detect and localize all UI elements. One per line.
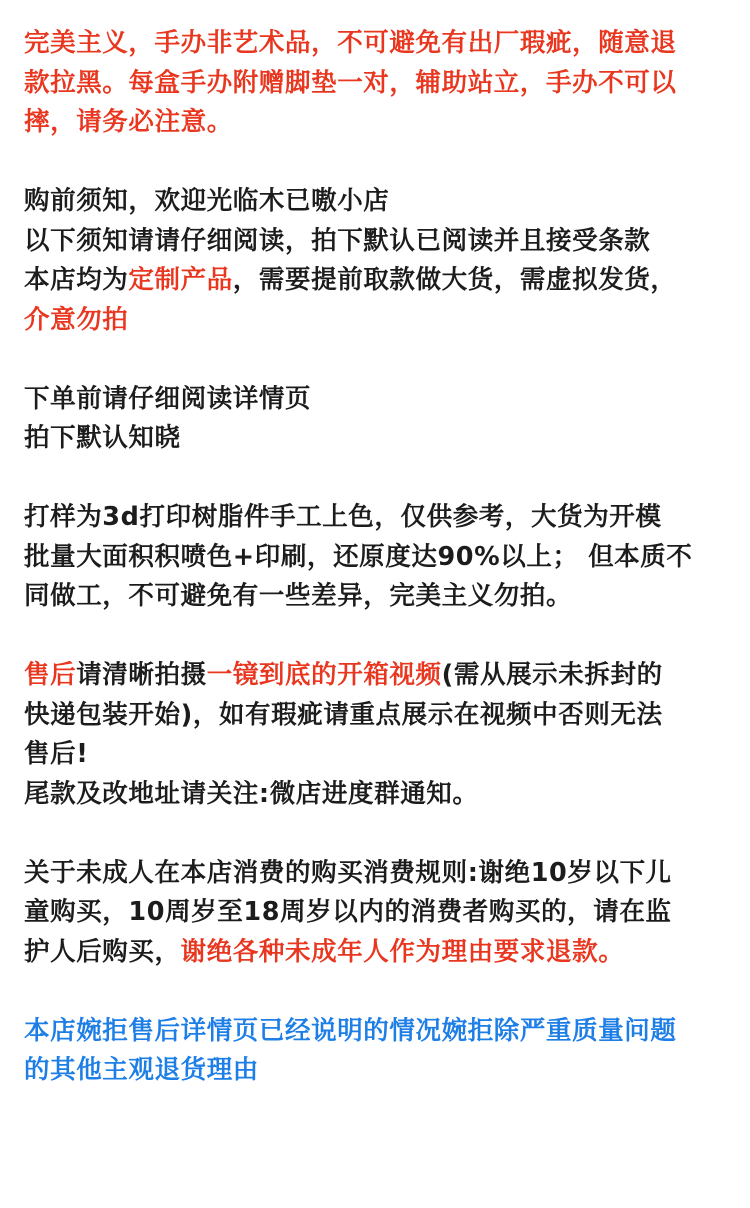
paragraph-read-details <box>24 380 730 459</box>
unboxing-video-highlight: 一镜到底的开箱视频 <box>206 660 442 690</box>
shop-notice <box>24 24 730 1130</box>
minor-rules-line-3 <box>24 933 730 973</box>
purchase-notice-line-2: 以下须知请请仔细阅读，拍下默认已阅读并且接受条款 <box>24 225 651 256</box>
paragraph-after-sales <box>24 656 730 814</box>
sample-info-line-1: 打样为3d打印树脂件手工上色，仅供参考，大货为开模 <box>24 502 662 532</box>
return-policy-line-1: 本店婉拒售后详情页已经说明的情况婉拒除严重质量问题 <box>24 1015 677 1046</box>
minor-rules-line-1: 关于未成人在本店消费的购买消费规则:谢绝10岁以下儿 <box>24 857 672 888</box>
sample-info-line-2: 批量大面积积喷色+印刷，还原度达90%以上； 但本质不 <box>24 541 693 572</box>
purchase-notice-line-4: 介意勿拍 <box>24 304 129 335</box>
after-sales-line-1 <box>24 656 730 696</box>
after-sales-line-2: 快递包装开始)，如有瑕疵请重点展示在视频中否则无法 <box>24 699 663 730</box>
disclaimer-line-1: 完美主义，手办非艺术品，不可避免有出厂瑕疵，随意退 <box>24 28 677 58</box>
purchase-notice-line-3 <box>24 261 730 301</box>
paragraph-sample-info <box>24 498 730 617</box>
paragraph-return-policy <box>24 1012 730 1091</box>
disclaimer-line-3: 摔，请务必注意。 <box>24 107 233 137</box>
read-details-line-2: 拍下默认知晓 <box>24 423 181 453</box>
after-sales-text: 请清晰拍摄 <box>76 660 207 690</box>
paragraph-disclaimer <box>24 24 730 143</box>
after-sales-line-4: 尾款及改地址请关注:微店进度群通知。 <box>24 778 479 809</box>
after-sales-line-3: 售后! <box>24 739 89 769</box>
return-policy-line-2: 的其他主观退货理由 <box>24 1055 259 1085</box>
disclaimer-line-2: 款拉黑。每盒手办附赠脚垫一对，辅助站立，手办不可以 <box>24 67 677 98</box>
purchase-notice-text: 本店均为 <box>24 265 129 295</box>
paragraph-minor-rules <box>24 854 730 973</box>
minor-rules-text: 护人后购买， <box>24 936 181 967</box>
read-details-line-1: 下单前请仔细阅读详情页 <box>24 383 312 414</box>
minor-rules-line-2: 童购买，10周岁至18周岁以内的消费者购买的，请在监 <box>24 897 672 927</box>
minor-refund-highlight: 谢绝各种未成年人作为理由要求退款。 <box>180 936 625 967</box>
after-sales-text: (需从展示未拆封的 <box>441 660 663 690</box>
custom-product-highlight: 定制产品 <box>128 265 233 295</box>
after-sales-highlight: 售后 <box>24 660 77 690</box>
sample-info-line-3: 同做工，不可避免有一些差异，完美主义勿拍。 <box>24 581 573 611</box>
purchase-notice-text: ，需要提前取款做大货，需虚拟发货， <box>232 265 677 295</box>
paragraph-purchase-notice <box>24 182 730 340</box>
purchase-notice-line-1: 购前须知，欢迎光临木已嗷小店 <box>24 186 390 216</box>
